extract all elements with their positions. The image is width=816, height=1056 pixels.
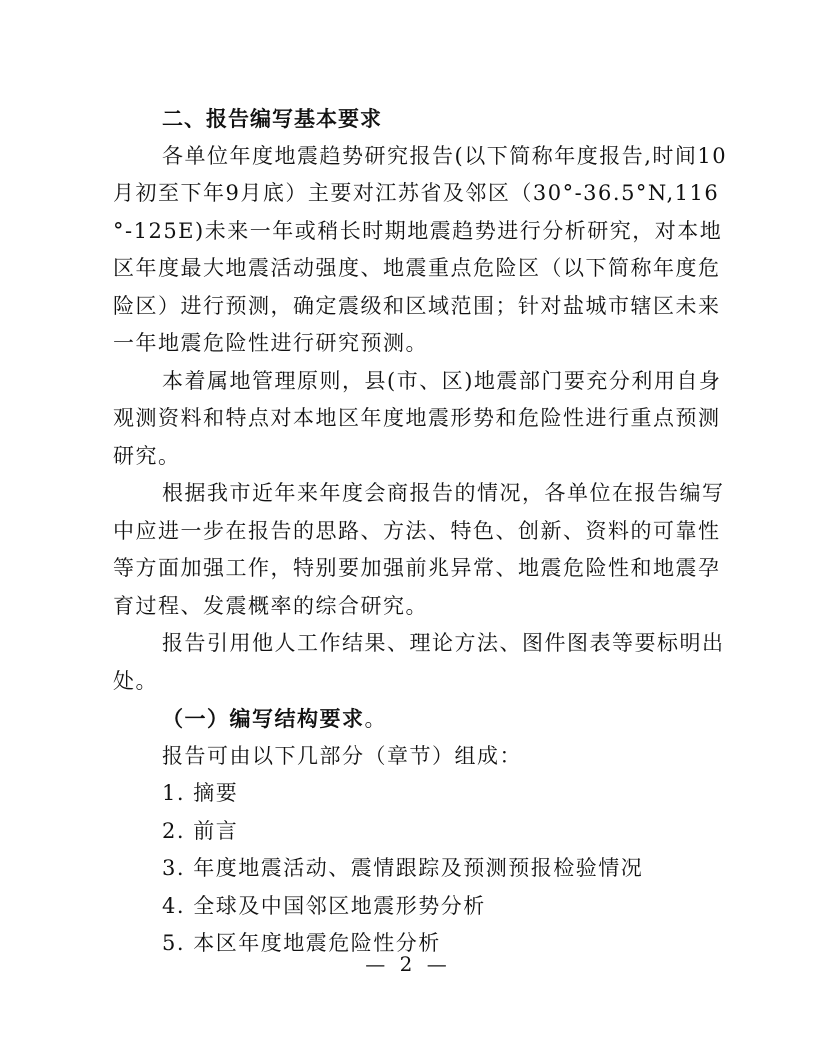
- paragraph-line: 本着属地管理原则，县(市、区)地震部门要充分利用自身: [162, 368, 722, 393]
- structure-intro: 报告可由以下几部分（章节）组成：: [162, 743, 522, 768]
- paragraph-local-management: [113, 363, 722, 476]
- paragraph-citation: [113, 625, 725, 700]
- paragraph-line: 等方面加强工作，特别要加强前兆异常、地震危险性和地震孕: [113, 556, 721, 580]
- paragraph-line: 中应进一步在报告的思路、方法、特色、创新、资料的可靠性: [113, 518, 721, 543]
- list-item: 2. 前言: [162, 818, 239, 843]
- paragraph-line: 研究。: [113, 443, 181, 468]
- paragraph-line: 观测资料和特点对本地区年度地震形势和危险性进行重点预测: [113, 406, 721, 430]
- paragraph-line: 根据我市近年来年度会商报告的情况，各单位在报告编写: [162, 481, 725, 505]
- paragraph-report-scope: [113, 138, 728, 363]
- section-heading: 二、报告编写基本要求: [162, 106, 382, 131]
- subsection-heading-suffix: 。: [364, 707, 387, 731]
- list-item: 1. 摘要: [162, 781, 239, 805]
- page-number: — 2 —: [365, 952, 451, 976]
- paragraph-report-improvement: [113, 475, 725, 625]
- structure-list: [113, 775, 703, 963]
- list-item: 3. 年度地震活动、震情跟踪及预测预报检验情况: [162, 856, 644, 880]
- paragraph-line: 报告引用他人工作结果、理论方法、图件图表等要标明出: [162, 631, 725, 655]
- paragraph-line: 险区）进行预测，确定震级和区域范围；针对盐城市辖区未来: [113, 293, 721, 318]
- paragraph-line: 区年度最大地震活动强度、地震重点危险区（以下简称年度危: [113, 256, 721, 280]
- paragraph-line: 处。: [113, 668, 158, 693]
- subsection-heading: （一）编写结构要求: [162, 706, 365, 731]
- paragraph-line: °-125E)未来一年或稍长时期地震趋势进行分析研究，对本地: [113, 218, 723, 243]
- paragraph-line: 一年地震危险性进行研究预测。: [113, 331, 428, 355]
- paragraph-line: 各单位年度地震趋势研究报告(以下简称年度报告,时间10: [162, 143, 728, 168]
- paragraph-line: 月初至下年9月底）主要对江苏省及邻区（30°-36.5°N,116: [113, 181, 720, 205]
- list-item: 5. 本区年度地震危险性分析: [162, 931, 441, 955]
- list-item: 4. 全球及中国邻区地震形势分析: [162, 893, 486, 918]
- paragraph-line: 育过程、发震概率的综合研究。: [113, 593, 428, 618]
- document-body: [113, 100, 728, 963]
- subsection-heading-row: [113, 700, 703, 738]
